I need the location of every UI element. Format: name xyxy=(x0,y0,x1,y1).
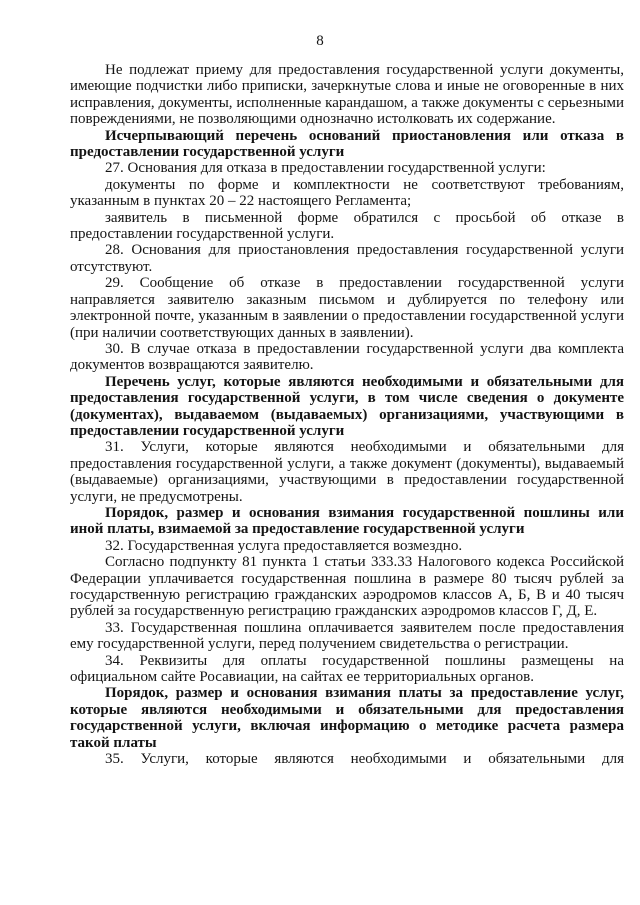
section-heading: Исчерпывающий перечень оснований приостановления или отказа в предоставлении государственной услуги xyxy=(70,127,624,161)
paragraph: Не подлежат приему для предоставления государственной услуги документы, имеющие подчистки либо приписки, зачеркнутые слова и иные не оговоренные в них исправления, документы, исполненные карандашом, а также документы с серьезными повреждениями, не позволяющими однозначно истолковать их содержание. xyxy=(70,62,624,128)
section-heading: Порядок, размер и основания взимания платы за предоставление услуг, которые являются необходимыми и обязательными для предоставления государственной услуги, включая информацию о методике расчета размера такой платы xyxy=(70,685,624,751)
paragraph: 32. Государственная услуга предоставляется возмездно. xyxy=(105,537,463,554)
section-heading: Порядок, размер и основания взимания государственной пошлины или иной платы, взимаемой за предоставление государственной услуги xyxy=(70,504,624,538)
paragraph: 28. Основания для приостановления предоставления государственной услуги отсутствуют. xyxy=(70,242,624,275)
section-heading: Перечень услуг, которые являются необходимыми и обязательными для предоставления государственной услуги, в том числе сведения о документе (документах), выдаваемом (выдаваемых) организациями, участвующими в предоставлении государственной услуги xyxy=(70,373,624,439)
paragraph: 34. Реквизиты для оплаты государственной пошлины размещены на официальном сайте Росавиации, на сайтах ее территориальных органов. xyxy=(70,652,624,686)
document-body xyxy=(70,62,624,767)
paragraph: 27. Основания для отказа в предоставлении государственной услуги: xyxy=(105,160,546,177)
paragraph: 33. Государственная пошлина оплачивается заявителем после предоставления ему государственной услуги, перед получением свидетельства о регистрации. xyxy=(70,619,624,653)
paragraph: 30. В случае отказа в предоставлении государственной услуги два комплекта документов возвращаются заявителю. xyxy=(70,340,624,374)
paragraph: 35. Услуги, которые являются необходимыми и обязательными для xyxy=(105,751,624,768)
paragraph: 29. Сообщение об отказе в предоставлении государственной услуги направляется заявителю заказным письмом и дублируется по телефону или электронной почте, указанным в заявлении о предоставлении государственной услуги (при наличии соответствующих данных в заявлении). xyxy=(70,275,624,341)
paragraph: 31. Услуги, которые являются необходимыми и обязательными для предоставления государственной услуги, а также документ (документы), выдаваемый (выдаваемые) организациями, участвующими в предоставлении государственной услуги, не предусмотрены. xyxy=(70,439,624,505)
page-number: 8 xyxy=(316,33,324,49)
paragraph: документы по форме и комплектности не соответствуют требованиям, указанным в пунктах 20 – 22 настоящего Регламента; xyxy=(70,176,624,210)
paragraph: заявитель в письменной форме обратился с просьбой об отказе в предоставлении государственной услуги. xyxy=(70,209,624,243)
paragraph: Согласно подпункту 81 пункта 1 статьи 333.33 Налогового кодекса Российской Федерации уплачивается государственная пошлина в размере 80 тысяч рублей за государственную регистрацию гражданских аэродромов классов А, Б, В и 40 тысяч рублей за государственную регистрацию гражданских аэродромов классов Г, Д, Е. xyxy=(70,554,624,620)
